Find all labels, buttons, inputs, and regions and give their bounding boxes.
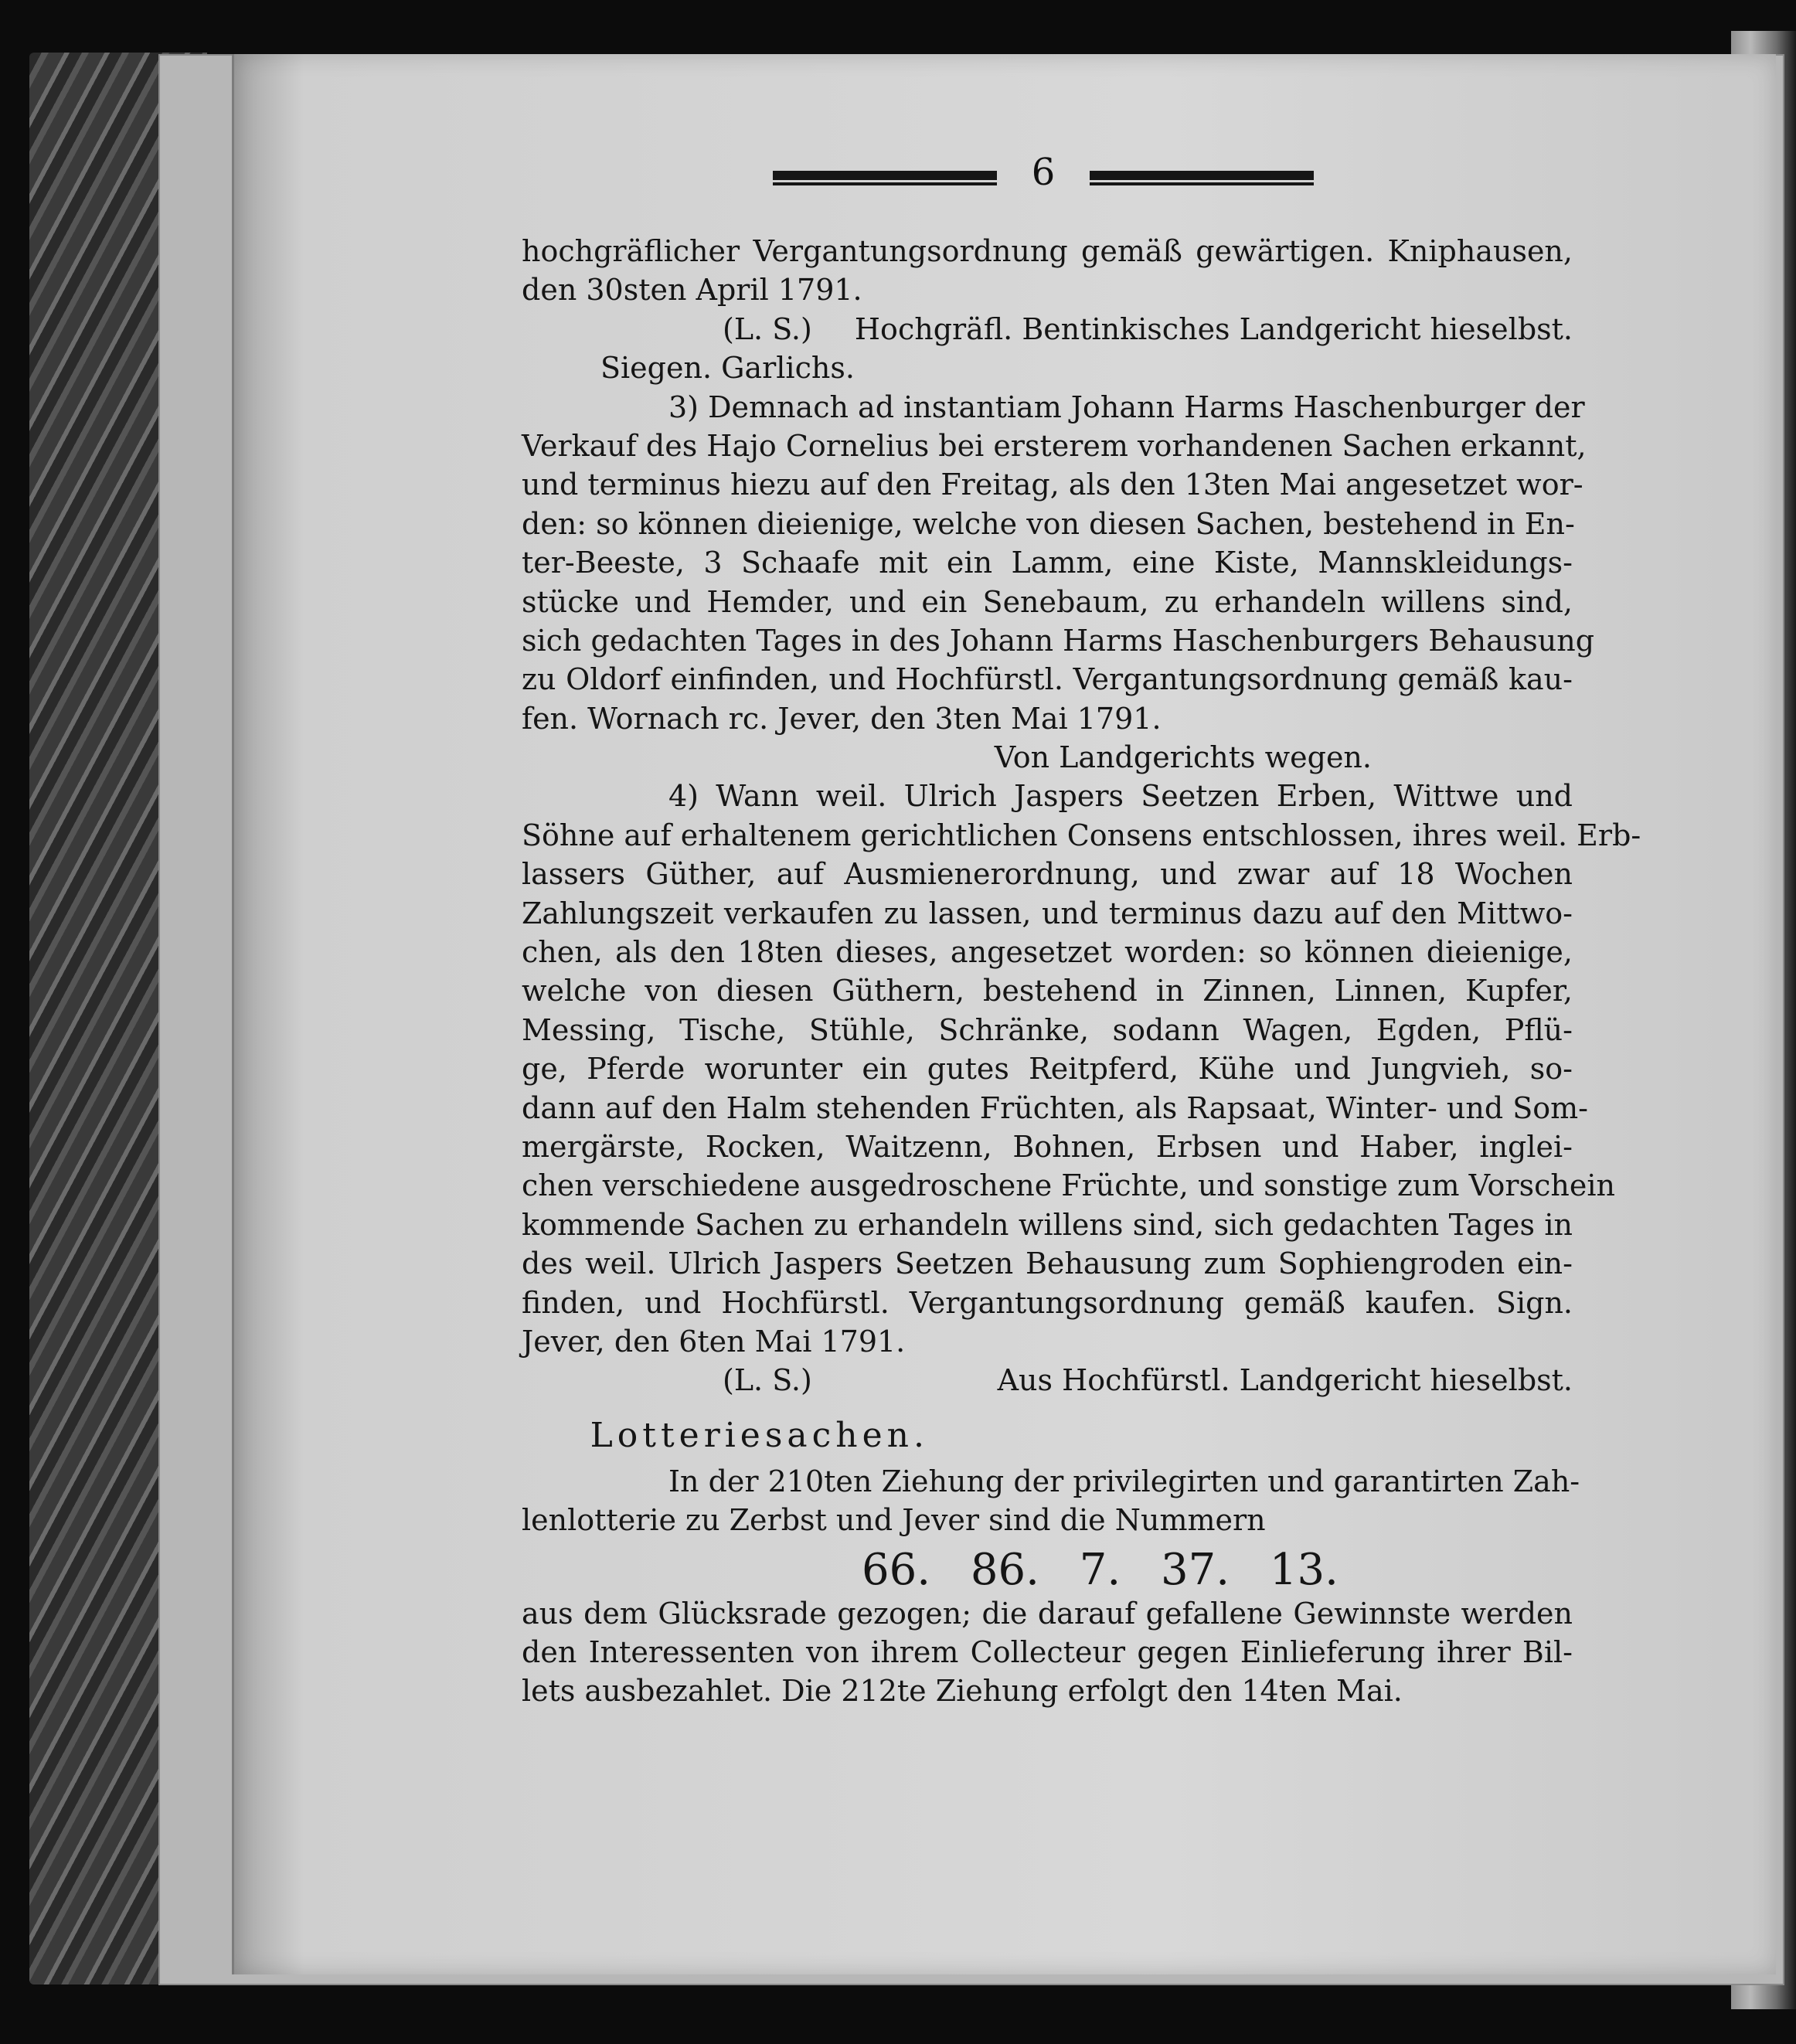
text-line: kommende Sachen zu erhandeln willens sind, sich gedachten Tages in <box>522 1207 1573 1242</box>
text-line: ge, Pferde worunter ein gutes Reitpferd, Kühe und Jungvieh, so- <box>522 1052 1573 1087</box>
text-line: ter-Beeste, 3 Schaafe mit ein Lamm, eine Kiste, Mannskleidungs- <box>522 546 1573 580</box>
text-line: finden, und Hochfürstl. Vergantungsordnung gemäß kaufen. Sign. <box>522 1285 1573 1320</box>
text-line: 4) Wann weil. Ulrich Jaspers Seetzen Erben, Wittwe und <box>668 779 1573 814</box>
section-heading: Lotteriesachen. <box>590 1415 929 1455</box>
text-line: Jever, den 6ten Mai 1791. <box>522 1324 906 1359</box>
text-line: sich gedachten Tages in des Johann Harms Haschenburgers Behausung <box>522 623 1595 658</box>
court-name: Aus Hochfürstl. Landgericht hieselbst. <box>997 1363 1573 1398</box>
seal-mark: (L. S.) <box>723 1363 812 1398</box>
body-text <box>522 232 1641 1711</box>
header-rule-left <box>773 171 997 180</box>
page-number: 6 <box>1031 151 1056 194</box>
text-line: chen, als den 18ten dieses, angesetzet worden: so können dieienige, <box>522 935 1573 970</box>
text-line: zu Oldorf einfinden, und Hochfürstl. Vergantungsordnung gemäß kau- <box>522 662 1573 697</box>
text-line: lets ausbezahlet. Die 212te Ziehung erfolgt den 14ten Mai. <box>522 1674 1403 1709</box>
text-line: chen verschiedene ausgedroschene Früchte, und sonstige zum Vorschein <box>522 1168 1615 1203</box>
text-line: Verkauf des Hajo Cornelius bei ersterem vorhandenen Sachen erkannt, <box>522 428 1587 463</box>
text-line: Zahlungszeit verkaufen zu lassen, und terminus dazu auf den Mittwo- <box>522 896 1573 930</box>
text-line: und terminus hiezu auf den Freitag, als den 13ten Mai angesetzet wor- <box>522 468 1583 502</box>
text-line: den 30sten April 1791. <box>522 273 862 308</box>
seal-mark: (L. S.) <box>723 311 812 346</box>
text-line: hochgräflicher Vergantungsordnung gemäß gewärtigen. Kniphausen, <box>522 234 1573 268</box>
lottery-numbers: 66. 86. 7. 37. 13. <box>862 1544 1338 1595</box>
text-line: des weil. Ulrich Jaspers Seetzen Behausung zum Sophiengroden ein- <box>522 1246 1573 1281</box>
text-line: fen. Wornach rc. Jever, den 3ten Mai 1791. <box>522 701 1162 736</box>
text-line: Messing, Tische, Stühle, Schränke, sodann Wagen, Egden, Pflü- <box>522 1012 1573 1047</box>
text-line: den: so können dieienige, welche von diesen Sachen, bestehend in En- <box>522 506 1575 541</box>
text-line: lassers Güther, auf Ausmienerordnung, und zwar auf 18 Wochen <box>522 857 1573 892</box>
text-line: mergärste, Rocken, Waitzenn, Bohnen, Erbsen und Haber, inglei- <box>522 1129 1573 1164</box>
court-name: Hochgräfl. Bentinkisches Landgericht hieselbst. <box>854 311 1573 346</box>
signature-line <box>522 1361 1573 1400</box>
text-line: welche von diesen Güthern, bestehend in Zinnen, Linnen, Kupfer, <box>522 974 1573 1008</box>
authority-line: Von Landgerichts wegen. <box>994 740 1372 775</box>
signatories: Siegen. Garlichs. <box>600 351 855 386</box>
text-line: dann auf den Halm stehenden Früchten, als Rapsaat, Winter- und Som- <box>522 1090 1589 1125</box>
text-line: lenlotterie zu Zerbst und Jever sind die Nummern <box>522 1503 1266 1538</box>
text-line: Söhne auf erhaltenem gerichtlichen Consens entschlossen, ihres weil. Erb- <box>522 818 1641 852</box>
text-line: aus dem Glücksrade gezogen; die darauf gefallene Gewinnste werden <box>522 1596 1573 1631</box>
text-line: den Interessenten von ihrem Collecteur gegen Einlieferung ihrer Bil- <box>522 1634 1573 1669</box>
text-line: 3) Demnach ad instantiam Johann Harms Haschenburger der <box>668 389 1585 424</box>
page-header <box>773 151 1314 205</box>
text-line: In der 210ten Ziehung der privilegirten und garantirten Zah- <box>668 1464 1580 1498</box>
signature-line <box>522 310 1573 349</box>
text-line: stücke und Hemder, und ein Senebaum, zu erhandeln willens sind, <box>522 584 1573 619</box>
header-rule-right <box>1090 171 1314 180</box>
